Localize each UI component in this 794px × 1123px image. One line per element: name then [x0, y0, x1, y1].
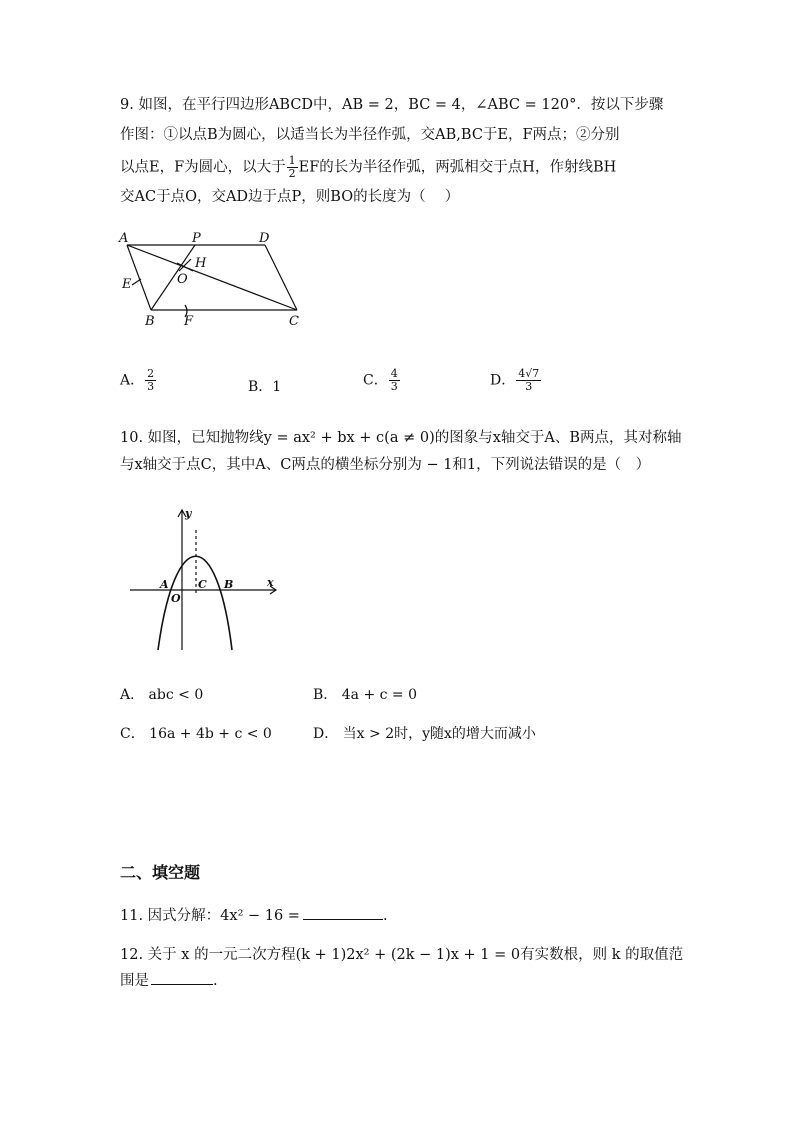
label-B: B — [224, 578, 234, 591]
label-y: y — [185, 507, 192, 520]
q9-line3 — [120, 155, 616, 180]
option-b-value: 1 — [272, 379, 282, 395]
fraction-denominator: 2 — [288, 167, 296, 180]
q10-option-a: A． abc < 0 — [120, 687, 204, 703]
q9-option-b — [248, 376, 281, 396]
q9-line3-post: EF的长为半径作弧，两弧相交于点H，作射线BH — [298, 159, 617, 176]
label-O: O — [177, 272, 188, 287]
q9-parallelogram-figure — [115, 225, 315, 335]
label-C: C — [198, 578, 207, 591]
fraction-denominator: 3 — [525, 380, 533, 393]
q10-line1: 10. 如图，已知抛物线y = ax² + bx + c(a ≠ 0)的图象与x轴交于A、B两点，其对称轴 — [120, 430, 682, 446]
q10-option-b: B． 4a + c = 0 — [313, 687, 418, 703]
label-x: x — [267, 576, 274, 589]
option-label: A． — [120, 372, 145, 389]
q9-half-fraction — [287, 155, 298, 180]
option-label: C． — [363, 372, 388, 389]
label-H: H — [195, 256, 207, 271]
q11-period: . — [382, 908, 388, 924]
q11-answer-blank[interactable] — [303, 905, 383, 920]
q12-line2-text: 围是 — [120, 973, 149, 989]
option-c-fraction — [389, 368, 400, 393]
fraction-numerator: 2 — [147, 367, 155, 380]
q10-line2: 与x轴交于点C，其中A、C两点的横坐标分别为 − 1和1，下列说法错误的是（ ） — [120, 457, 651, 473]
fraction-denominator: 3 — [390, 380, 398, 393]
q10-parabola-figure — [125, 505, 285, 655]
fraction-numerator: 4 — [390, 367, 398, 380]
q10-option-c: C． 16a + 4b + c < 0 — [120, 726, 272, 742]
q9-line1: 9. 如图，在平行四边形ABCD中，AB = 2，BC = 4，∠ABC = 120°．按以下步骤 — [120, 97, 664, 113]
label-P: P — [192, 231, 201, 246]
label-D: D — [259, 231, 270, 246]
label-F: F — [184, 314, 194, 329]
fraction-numerator: 4√7 — [518, 367, 540, 380]
label-A: A — [160, 578, 169, 591]
diagonal-AC — [127, 245, 297, 310]
q12-period: . — [213, 973, 218, 989]
q9-line4: 交AC于点O，交AD边于点P，则BO的长度为（ ） — [120, 189, 460, 205]
q12-answer-blank[interactable] — [151, 970, 213, 985]
q9-option-c — [363, 368, 401, 393]
fraction-numerator: 1 — [288, 154, 296, 167]
label-E: E — [122, 277, 132, 292]
q12-line2 — [120, 970, 218, 992]
label-A: A — [119, 231, 129, 246]
label-B: B — [145, 314, 155, 329]
section-title-fill-in: 二、填空题 — [120, 863, 201, 882]
q10-option-d: D． 当x > 2时，y随x的增大而减小 — [313, 726, 536, 742]
parabola-curve — [158, 556, 232, 650]
q9-line3-pre: 以点E，F为圆心，以大于 — [120, 159, 286, 176]
label-O: O — [171, 592, 181, 605]
q9-line2: 作图：①以点B为圆心，以适当长为半径作弧，交AB,BC于E，F两点；②分别 — [120, 127, 620, 143]
ray-BH — [151, 245, 195, 310]
option-a-fraction — [145, 368, 156, 393]
option-d-fraction — [516, 368, 541, 393]
option-label: D． — [490, 372, 516, 389]
arc-mark-E — [132, 279, 141, 285]
option-label: B． — [248, 379, 273, 395]
edge-DC — [265, 245, 297, 310]
q11-line — [120, 905, 388, 927]
label-C: C — [289, 314, 299, 329]
q12-line1: 12. 关于 x 的一元二次方程(k + 1)2x² + (2k − 1)x + 1 = 0有实数根，则 k 的取值范 — [120, 947, 684, 963]
q9-option-a — [120, 368, 157, 393]
q11-text: 11. 因式分解：4x² − 16 = — [120, 908, 300, 924]
fraction-denominator: 3 — [147, 380, 155, 393]
q9-option-d — [490, 368, 542, 393]
